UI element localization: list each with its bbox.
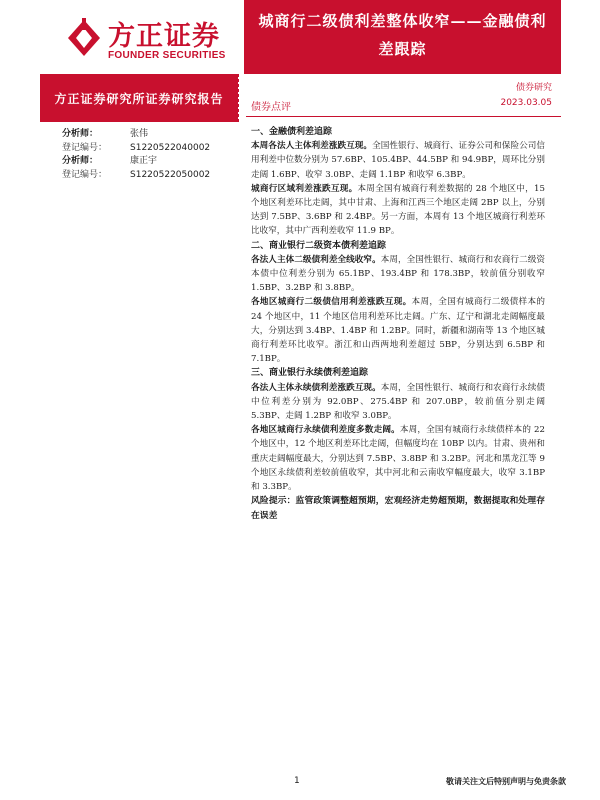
risk-warning: 风险提示：监管政策调整超预期，宏观经济走势超预期，数据提取和处理存在误差 (251, 496, 545, 522)
footer-disclaimer: 敬请关注文后特别声明与免责条款 (446, 776, 566, 786)
section-title-2: 二、商业银行二级资本债利差追踪 (251, 240, 387, 251)
paragraph-lead: 本周各法人主体利差涨跌互现。 (251, 141, 373, 152)
analyst-name: 张伟 (130, 129, 149, 139)
paragraph (251, 295, 545, 366)
paragraph-text: 本周，全国有城商行永续债样本的 22 个地区中，12 个地区利差环比走阔，但幅度均在 10BP 以内。甘肃、贵州和重庆走阔幅度最大，分别达到 7.5BP、3.8BP 和 3.2BP。河北和黑龙江等 9 个地区永续债利差较前值收窄，其中河北和云南收窄幅度最大，收窄 3.1BP 和 3.3BP。 (251, 425, 545, 493)
paragraph-text: 本周，全国有城商行二级债样本的 24 个地区中，11 个地区信用利差环比走阔。广东、辽宁和湖北走阔幅度最大，分别达到 3.4BP、1.4BP 和 1.2BP。同时，新疆和湖南等 13 个地区城商行利差环比收窄。浙江和山西两地利差超过 5BP，分别达到 6.5BP 和 7.1BP。 (251, 297, 545, 365)
registration-label: 登记编号： (62, 142, 108, 153)
analyst-row (62, 142, 242, 156)
analyst-label: 分析师： (62, 156, 99, 166)
paragraph-text: 全国性银行、城商行、证券公司和保险公司信用利差中位数分别为 57.6BP、105.4BP、44.5BP 和 94.9BP，周环比分别走阔 1.6BP、收窄 3.0BP、走阔 1.1BP 和收窄 6.3BP。 (251, 141, 545, 180)
report-title-line1: 城商行二级债利差整体收窄——金融债利 (258, 12, 547, 30)
analyst-name: 康正宇 (130, 156, 158, 166)
paragraph-text: 本周，全国性银行、城商行和农商行永续债中位利差分别为 92.0BP、275.4BP 和 207.0BP，较前值分别走阔 5.3BP、走阔 1.2BP 和收窄 3.0BP。 (251, 382, 545, 422)
report-body (251, 125, 545, 524)
registration-label: 登记编号： (62, 169, 108, 180)
paragraph (251, 381, 545, 424)
report-title (244, 0, 561, 74)
analyst-info (62, 128, 242, 182)
logo-text-cn: 方正证券 (108, 21, 220, 52)
paragraph (251, 139, 545, 182)
header-divider (246, 116, 561, 117)
paragraph-lead: 各地区城商行永续债利差度多数走阔。 (251, 425, 400, 436)
analyst-label: 分析师： (62, 129, 99, 139)
section-title-1: 一、金融债利差追踪 (251, 127, 333, 137)
paragraph-lead: 城商行区域利差涨跌互现。 (251, 183, 358, 194)
analyst-row (62, 128, 242, 142)
report-title-line2: 差跟踪 (378, 40, 427, 58)
paragraph (251, 253, 545, 296)
report-subcategory: 债券点评 (251, 102, 291, 113)
section-title-3: 三、商业银行永续债利差追踪 (251, 368, 369, 379)
paragraph (251, 423, 545, 494)
report-category: 债券研究 (515, 83, 552, 93)
registration-number: S1220522050002 (130, 169, 211, 180)
paragraph-lead: 各地区城商行二级债信用利差涨跌互现。 (251, 297, 412, 308)
analyst-row (62, 169, 242, 183)
org-banner: 方正证券研究所证券研究报告 (40, 74, 238, 122)
company-logo (66, 14, 236, 66)
paragraph (251, 182, 545, 239)
founder-logo-icon (66, 18, 102, 58)
logo-text-en: FOUNDER SECURITIES (108, 50, 226, 61)
paragraph-lead: 各法人主体永续债利差涨跌互现。 (251, 382, 381, 393)
analyst-row (62, 155, 242, 169)
paragraph-text: 本周全国有城商行利差数据的 28 个地区中，15 个地区利差环比走阔，其中甘肃、上海和江西三个地区走阔 2BP 以上，分别达到 7.5BP、3.6BP 和 2.4BP。另一方面，本周有 13 个地区城商行利差环比收窄，其中广西利差收窄 11.9 BP。 (251, 183, 545, 237)
registration-number: S1220522040002 (130, 142, 211, 153)
report-date: 2023.03.05 (500, 98, 552, 108)
banner-divider (238, 74, 241, 122)
paragraph-lead: 各法人主体二级债利差全线收窄。 (251, 254, 381, 265)
page-number: 1 (294, 776, 300, 786)
paragraph-text: 本周，全国性银行、城商行和农商行二级资本债中位利差分别为 65.1BP、193.4BP 和 178.3BP，较前值分别收窄 1.5BP、3.2BP 和 3.8BP。 (251, 254, 545, 294)
